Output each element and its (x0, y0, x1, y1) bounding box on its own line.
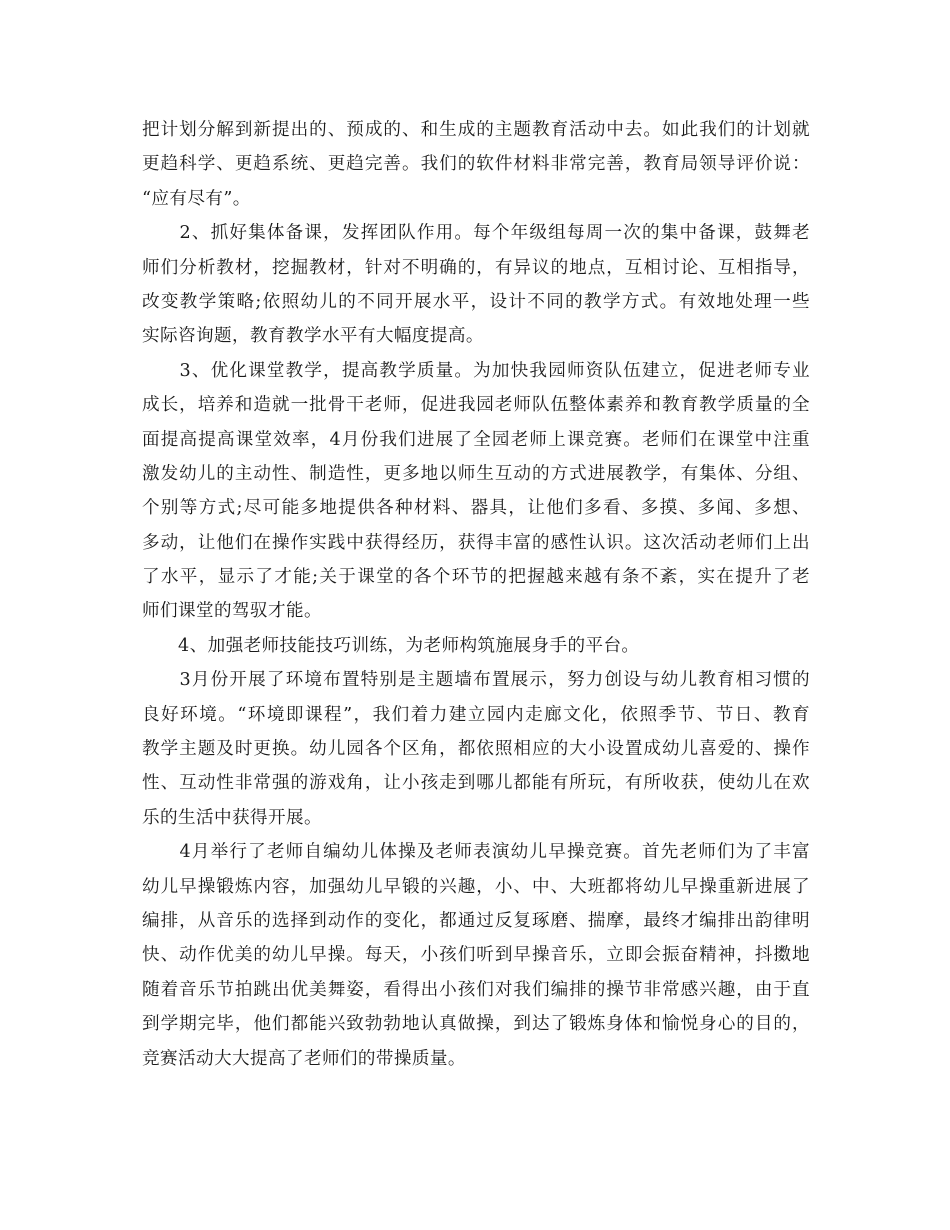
text-line: 师们分析教材，挖掘教材，针对不明确的，有异议的地点，互相讨论、互相指导， (142, 257, 810, 278)
text-line: 实际咨询题，教育教学水平有大幅度提高。 (142, 326, 484, 347)
text-line: 幼儿早操锻炼内容，加强幼儿早锻的兴趣，小、中、大班都将幼儿早操重新进展了 (142, 876, 810, 897)
text-line: 更趋科学、更趋系统、更趋完善。我们的软件材料非常完善，教育局领导评价说： (142, 154, 810, 175)
text-line: “应有尽有”。 (142, 188, 251, 209)
text-line: 良好环境。“环境即课程”，我们着力建立园内走廊文化，依照季节、节日、教育 (142, 704, 810, 725)
text-line: 4、加强老师技能技巧训练，为老师构筑施展身手的平台。 (142, 635, 640, 656)
text-line: 到学期完毕，他们都能兴致勃勃地认真做操，到达了锻炼身体和愉悦身心的目的， (142, 1014, 810, 1035)
text-line: 多动，让他们在操作实践中获得经历，获得丰富的感性认识。这次活动老师们上出 (142, 532, 810, 553)
text-line: 3、优化课堂教学，提高教学质量。为加快我园师资队伍建立，促进老师专业 (142, 360, 810, 381)
text-line: 把计划分解到新提出的、预成的、和生成的主题教育活动中去。如此我们的计划就 (142, 120, 810, 140)
text-line: 个别等方式;尽可能多地提供各种材料、器具，让他们多看、多摸、多闻、多想、 (142, 498, 810, 519)
text-line: 改变教学策略;依照幼儿的不同开展水平，设计不同的教学方式。有效地处理一些 (142, 291, 810, 312)
text-line: 3月份开展了环境布置特别是主题墙布置展示，努力创设与幼儿教育相习惯的 (142, 670, 810, 691)
text-line: 成长，培养和造就一批骨干老师，促进我园老师队伍整体素养和教育教学质量的全 (142, 395, 810, 416)
text-line: 了水平，显示了才能;关于课堂的各个环节的把握越来越有条不紊，实在提升了老 (142, 567, 810, 588)
text-line: 竞赛活动大大提高了老师们的带操质量。 (142, 1048, 466, 1069)
text-line: 激发幼儿的主动性、制造性，更多地以师生互动的方式进展教学，有集体、分组、 (142, 463, 810, 484)
text-line: 快、动作优美的幼儿早操。每天，小孩们听到早操音乐，立即会振奋精神，抖擞地 (142, 945, 810, 966)
text-line: 编排，从音乐的选择到动作的变化，都通过反复琢磨、揣摩，最终才编排出韵律明 (142, 910, 810, 931)
text-line: 师们课堂的驾驭才能。 (142, 601, 322, 622)
body-text (142, 113, 810, 1076)
text-line: 性、互动性非常强的游戏角，让小孩走到哪儿都能有所玩，有所收获，使幼儿在欢 (142, 773, 810, 794)
text-line: 4月举行了老师自编幼儿体操及老师表演幼儿早操竞赛。首先老师们为了丰富 (142, 842, 810, 863)
text-line: 2、抓好集体备课，发挥团队作用。每个年级组每周一次的集中备课，鼓舞老 (142, 223, 810, 244)
text-line: 乐的生活中获得开展。 (142, 807, 322, 828)
text-line: 教学主题及时更换。幼儿园各个区角，都依照相应的大小设置成幼儿喜爱的、操作 (142, 739, 810, 760)
text-line: 随着音乐节拍跳出优美舞姿，看得出小孩们对我们编排的操节非常感兴趣，由于直 (142, 979, 810, 1000)
text-line: 面提高提高课堂效率，4月份我们进展了全园老师上课竞赛。老师们在课堂中注重 (142, 429, 810, 450)
